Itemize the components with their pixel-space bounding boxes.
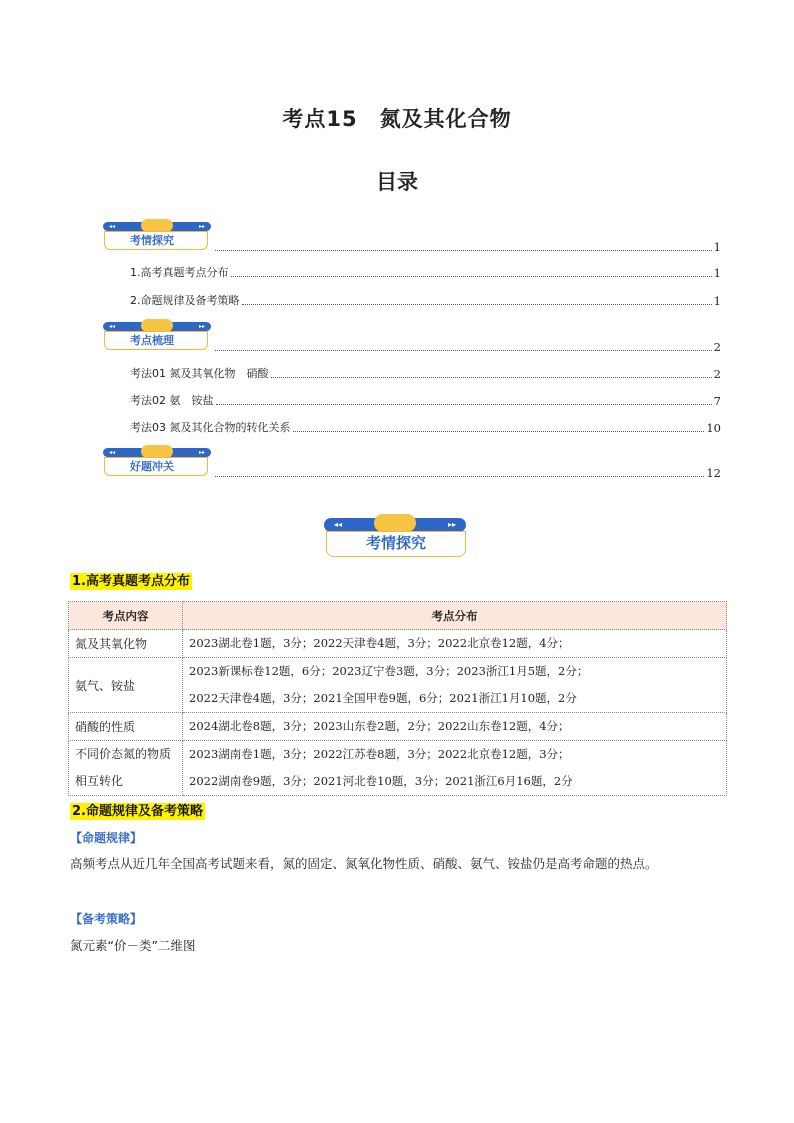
document-title: 考点15 氮及其化合物 [282, 107, 512, 131]
strategy-text: 氮元素“价－类”二维图 [70, 938, 196, 953]
table-header-distribution: 考点分布 [183, 602, 727, 630]
table-row [69, 713, 727, 741]
toc-entry-method-02[interactable]: 考法02 氨 铵盐 7 [130, 394, 721, 408]
table-cell-topic: 不同价态氮的物质相互转化 [69, 741, 183, 796]
arrow-right-icon: ▸▸ [198, 323, 205, 330]
toc-badge-review: ◂◂ ▸▸ 考点梳理 [103, 322, 211, 352]
table-cell-distribution: 2023新课标卷12题，6分；2023辽宁卷3题，3分；2023浙江1月5题，2分； 2022天津卷4题，3分；2021全国甲卷9题，6分；2021浙江1月10题，2分 [183, 658, 727, 713]
table-row [69, 630, 727, 658]
rule-label: 【命题规律】 [70, 831, 143, 845]
arrow-right-icon: ▸▸ [198, 449, 205, 456]
section-badge-exploration: ◂◂ ▸▸ 考情探究 [324, 518, 466, 558]
table-header-row [69, 602, 727, 630]
table-row [69, 658, 727, 713]
table-header-topic: 考点内容 [69, 602, 183, 630]
arrow-left-icon: ◂◂ [109, 323, 116, 330]
toc-heading: 目录 [376, 170, 418, 194]
arrow-left-icon: ◂◂ [109, 223, 116, 230]
toc-entry-review[interactable]: 2 [213, 340, 721, 354]
part1-heading: 1.高考真题考点分布 [72, 574, 190, 589]
toc-entry-method-03[interactable]: 考法03 氮及其化合物的转化关系 10 [130, 421, 721, 435]
table-row [69, 741, 727, 796]
table-cell-topic: 氨气、铵盐 [69, 658, 183, 713]
toc-entry-exploration[interactable]: 1 [213, 240, 721, 254]
strategy-label: 【备考策略】 [70, 912, 143, 926]
rule-text: 高频考点从近几年全国高考试题来看，氮的固定、氮氧化物性质、硝酸、氨气、铵盐仍是高考命题的热点。 [70, 856, 658, 871]
toc-entry-method-01[interactable]: 考法01 氮及其氧化物 硝酸 2 [130, 367, 721, 381]
arrow-left-icon: ◂◂ [109, 449, 116, 456]
table-cell-topic: 氮及其氧化物 [69, 630, 183, 658]
table-cell-distribution: 2024湖北卷8题，3分；2023山东卷2题，2分；2022山东卷12题，4分； [183, 713, 727, 741]
toc-badge-practice: ◂◂ ▸▸ 好题冲关 [103, 448, 211, 478]
toc-entry-practice[interactable]: 12 [213, 466, 721, 480]
table-cell-topic: 硝酸的性质 [69, 713, 183, 741]
table-cell-distribution: 2023湖北卷1题，3分；2022天津卷4题，3分；2022北京卷12题，4分； [183, 630, 727, 658]
table-cell-distribution: 2023湖南卷1题，3分；2022江苏卷8题，3分；2022北京卷12题，3分； 2022湖南卷9题，3分；2021河北卷10题，3分；2021浙江6月16题，2分 [183, 741, 727, 796]
arrow-right-icon: ▸▸ [198, 223, 205, 230]
exam-distribution-table [68, 601, 727, 796]
toc-entry-distribution[interactable]: 1.高考真题考点分布 1 [130, 266, 721, 280]
toc-badge-exploration: ◂◂ ▸▸ 考情探究 [103, 222, 211, 252]
arrow-left-icon: ◂◂ [334, 520, 343, 529]
part2-heading: 2.命题规律及备考策略 [72, 804, 203, 819]
arrow-right-icon: ▸▸ [447, 520, 456, 529]
toc-entry-strategy[interactable]: 2.命题规律及备考策略 1 [130, 294, 721, 308]
